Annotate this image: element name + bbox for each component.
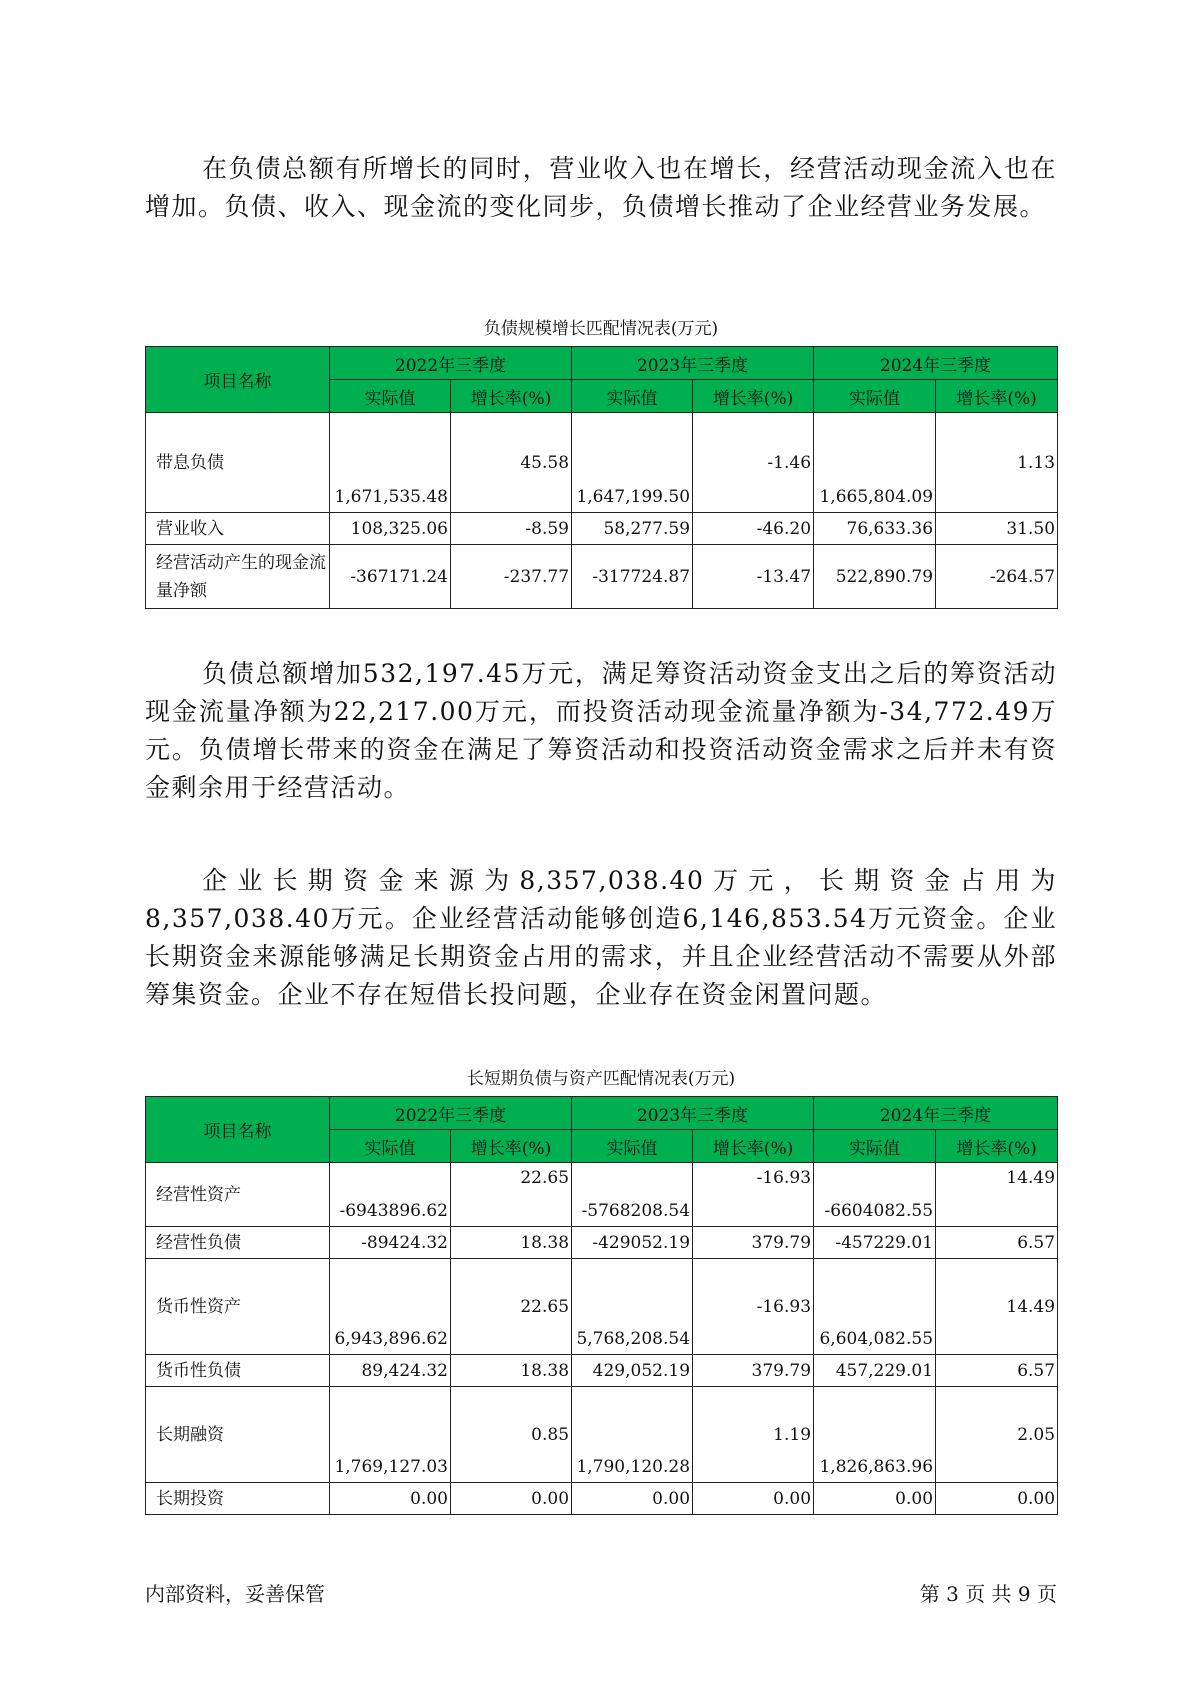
cell-value: 6,604,082.55 (814, 1259, 936, 1355)
cell-value: 1,665,804.09 (814, 413, 936, 513)
cell-value: 1.13 (936, 413, 1058, 513)
cell-value: 1,769,127.03 (330, 1387, 451, 1483)
cell-value: 45.58 (451, 413, 572, 513)
row-label: 经营活动产生的现金流量净额 (146, 545, 330, 609)
cell-value: -16.93 (693, 1259, 814, 1355)
header-actual: 实际值 (814, 1130, 936, 1163)
cell-value: -429052.19 (572, 1227, 693, 1259)
header-growth: 增长率(%) (451, 1130, 572, 1163)
table-row (146, 545, 1058, 609)
table-row (146, 413, 1058, 513)
row-label: 带息负债 (146, 413, 330, 513)
row-label: 经营性资产 (146, 1163, 330, 1227)
row-label: 经营性负债 (146, 1227, 330, 1259)
header-actual: 实际值 (814, 380, 936, 413)
cell-value: 0.00 (330, 1483, 451, 1515)
table2-caption: 长短期负债与资产匹配情况表(万元) (466, 1069, 736, 1089)
cell-value: 379.79 (693, 1355, 814, 1387)
cell-value: 18.38 (451, 1227, 572, 1259)
cell-value: -8.59 (451, 513, 572, 545)
debt-growth-table (145, 346, 1058, 609)
cell-value: -457229.01 (814, 1227, 936, 1259)
cell-value: 1,826,863.96 (814, 1387, 936, 1483)
cell-value: 108,325.06 (330, 513, 451, 545)
cell-value: -13.47 (693, 545, 814, 609)
cell-value: -264.57 (936, 545, 1058, 609)
cell-value: 89,424.32 (330, 1355, 451, 1387)
header-period-2022: 2022年三季度 (330, 347, 572, 380)
cell-value: -1.46 (693, 413, 814, 513)
cell-value: 379.79 (693, 1227, 814, 1259)
header-period-2022: 2022年三季度 (330, 1097, 572, 1130)
header-item-name: 项目名称 (146, 347, 330, 413)
cell-value: -6604082.55 (814, 1163, 936, 1227)
table-row (146, 1387, 1058, 1483)
cell-value: 0.00 (814, 1483, 936, 1515)
header-period-2023: 2023年三季度 (572, 347, 814, 380)
table-row (146, 1483, 1058, 1515)
cell-value: 14.49 (936, 1259, 1058, 1355)
cell-value: 5,768,208.54 (572, 1259, 693, 1355)
cell-value: 522,890.79 (814, 545, 936, 609)
row-label: 长期融资 (146, 1387, 330, 1483)
cell-value: 457,229.01 (814, 1355, 936, 1387)
table-row (146, 1163, 1058, 1227)
footer-confidential: 内部资料，妥善保管 (145, 1582, 325, 1606)
cell-value: 31.50 (936, 513, 1058, 545)
cell-value: 0.00 (936, 1483, 1058, 1515)
cell-value: 6,943,896.62 (330, 1259, 451, 1355)
cell-value: -46.20 (693, 513, 814, 545)
cell-value: 6.57 (936, 1355, 1058, 1387)
cell-value: 1,647,199.50 (572, 413, 693, 513)
header-growth: 增长率(%) (451, 380, 572, 413)
cell-value: 22.65 (451, 1163, 572, 1227)
cell-value: 2.05 (936, 1387, 1058, 1483)
cell-value: -237.77 (451, 545, 572, 609)
cell-value: -89424.32 (330, 1227, 451, 1259)
cell-value: 22.65 (451, 1259, 572, 1355)
cell-value: 1.19 (693, 1387, 814, 1483)
header-growth: 增长率(%) (936, 380, 1058, 413)
cell-value: -6943896.62 (330, 1163, 451, 1227)
cell-value: 58,277.59 (572, 513, 693, 545)
table-row (146, 1227, 1058, 1259)
cell-value: -5768208.54 (572, 1163, 693, 1227)
footer-page-number: 第 3 页 共 9 页 (919, 1582, 1057, 1606)
header-actual: 实际值 (330, 380, 451, 413)
header-actual: 实际值 (572, 1130, 693, 1163)
cell-value: 0.00 (572, 1483, 693, 1515)
row-label: 货币性资产 (146, 1259, 330, 1355)
cell-value: 14.49 (936, 1163, 1058, 1227)
table1-caption: 负债规模增长匹配情况表(万元) (483, 319, 719, 339)
long-short-term-table (145, 1096, 1058, 1515)
header-actual: 实际值 (572, 380, 693, 413)
cell-value: -367171.24 (330, 545, 451, 609)
cell-value: 18.38 (451, 1355, 572, 1387)
header-growth: 增长率(%) (693, 1130, 814, 1163)
header-growth: 增长率(%) (693, 380, 814, 413)
row-label: 营业收入 (146, 513, 330, 545)
cell-value: 1,790,120.28 (572, 1387, 693, 1483)
paragraph-long-term-funds: 企业长期资金来源为8,357,038.40万元，长期资金占用为8,357,038.40万元。企业经营活动能够创造6,146,853.54万元资金。企业长期资金来源能够满足长期资金占用的需求，并且企业经营活动不需要从外部筹集资金。企业不存在短借长投问题，企业存在资金闲置问题。 (145, 866, 1057, 1009)
cell-value: 1,671,535.48 (330, 413, 451, 513)
cell-value: 76,633.36 (814, 513, 936, 545)
table-row (146, 1259, 1058, 1355)
row-label: 长期投资 (146, 1483, 330, 1515)
header-period-2024: 2024年三季度 (814, 347, 1058, 380)
table-row (146, 1355, 1058, 1387)
header-item-name: 项目名称 (146, 1097, 330, 1163)
table-row (146, 513, 1058, 545)
header-period-2024: 2024年三季度 (814, 1097, 1058, 1130)
cell-value: -16.93 (693, 1163, 814, 1227)
cell-value: 6.57 (936, 1227, 1058, 1259)
paragraph-debt-cashflow: 负债总额增加532,197.45万元，满足筹资活动资金支出之后的筹资活动现金流量净额为22,217.00万元，而投资活动现金流量净额为-34,772.49万元。负债增长带来的资金在满足了筹资活动和投资活动资金需求之后并未有资金剩余用于经营活动。 (145, 659, 1057, 802)
header-period-2023: 2023年三季度 (572, 1097, 814, 1130)
cell-value: 0.00 (693, 1483, 814, 1515)
cell-value: 429,052.19 (572, 1355, 693, 1387)
paragraph-debt-revenue: 在负债总额有所增长的同时，营业收入也在增长，经营活动现金流入也在增加。负债、收入、现金流的变化同步，负债增长推动了企业经营业务发展。 (145, 154, 1057, 221)
cell-value: -317724.87 (572, 545, 693, 609)
header-growth: 增长率(%) (936, 1130, 1058, 1163)
row-label: 货币性负债 (146, 1355, 330, 1387)
cell-value: 0.85 (451, 1387, 572, 1483)
cell-value: 0.00 (451, 1483, 572, 1515)
header-actual: 实际值 (330, 1130, 451, 1163)
